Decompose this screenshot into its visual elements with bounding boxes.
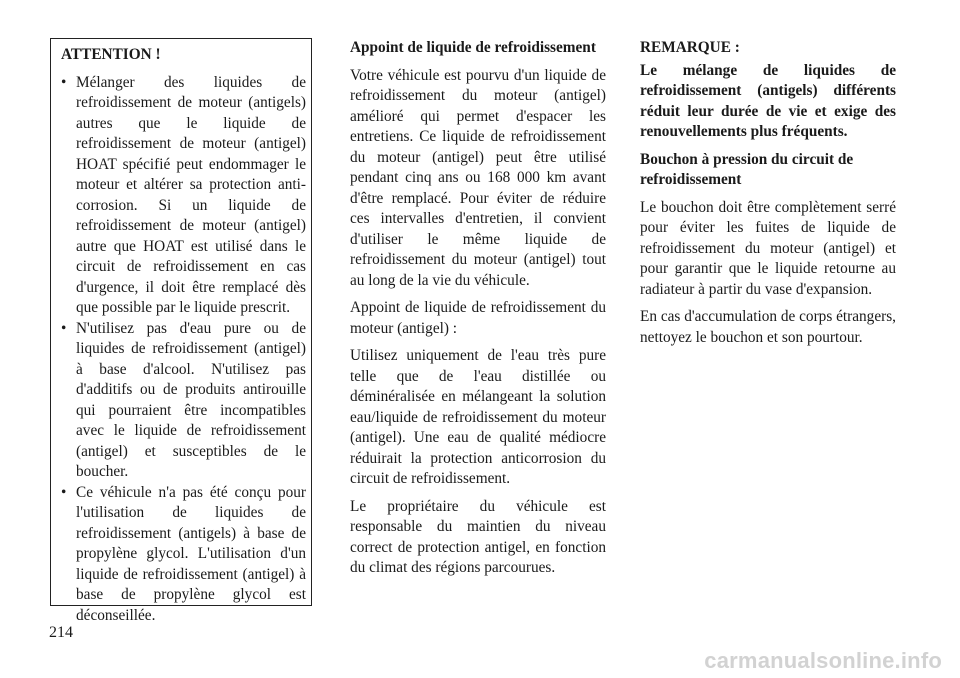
warning-list — [61, 73, 306, 627]
paragraph: Appoint de liquide de refroidissement du moteur (antigel) : — [350, 299, 606, 337]
page-number: 214 — [49, 624, 73, 641]
bullet-icon: • — [61, 483, 67, 501]
warning-item — [61, 319, 306, 483]
paragraph: Le propriétaire du véhicule est responsable du maintien du niveau correct de protection antigel, en fonction du climat des régions parcourues. — [350, 497, 606, 576]
note-text: Le mélange de liquides de refroidissement (antigels) différents réduit leur durée de vie et exige des renouvellements plus fréquents. — [640, 61, 896, 140]
watermark-logo: carmanualsonline.info — [704, 648, 942, 673]
warning-box — [50, 38, 312, 624]
warning-item-text: Ce véhicule n'a pas été conçu pour l'utilisation de liquides de refroidissement (antigels) à base de propylène glycol. L'utilisation d'un liquide de refroidissement (antigel) à base de propylène glycol est déconseillée. — [76, 483, 306, 624]
paragraph: Le bouchon doit être complètement serré pour éviter les fuites de liquide de refroidissement du moteur (antigel) et pour garantir que le liquide retourne au radiateur à partir du vase d'expansion. — [640, 198, 896, 298]
paragraph: Utilisez uniquement de l'eau très pure telle que de l'eau distillée ou déminéralisée en mélangeant la solution eau/liquide de refroidissement du moteur (antigel). Une eau de qualité médiocre réduirait la protection anticorrosion du circuit de refroidissement. — [350, 347, 606, 487]
paragraph: En cas d'accumulation de corps étrangers, nettoyez le bouchon et son pourtour. — [640, 308, 896, 346]
note-title: REMARQUE : — [640, 39, 740, 56]
warning-title: ATTENTION ! — [61, 46, 161, 63]
warning-item — [61, 483, 306, 627]
warning-item-text: N'utilisez pas d'eau pure ou de liquides de refroidissement (antigel) à base d'alcool. N'utilisez pas d'additifs ou de produits antirouille qui pourraient être incompatibles avec le liquide de refroidissement (antigel) et susceptibles de le boucher. — [76, 319, 306, 480]
pressure-cap-section — [640, 38, 896, 355]
section-heading: Appoint de liquide de refroidissement — [350, 39, 596, 56]
paragraph: Votre véhicule est pourvu d'un liquide de refroidissement du moteur (antigel) amélioré qui permet d'espacer les entretiens. Ce liquide de refroidissement du moteur (antigel) peut être utilisé pendant cinq ans ou 168 000 km avant d'être remplacé. Pour éviter de réduire ces intervalles d'entretien, il convient d'utiliser le même liquide de refroidissement du moteur (antigel) tout au long de la vie du véhicule. — [350, 66, 606, 289]
section-heading: Bouchon à pression du circuit de refroidissement — [640, 150, 854, 188]
warning-item — [61, 73, 306, 319]
coolant-topup-section — [350, 38, 606, 586]
bullet-icon: • — [61, 73, 67, 91]
bullet-icon: • — [61, 319, 67, 337]
warning-item-text: Mélanger des liquides de refroidissement de moteur (antigels) autres que le liquide de refroidissement de moteur (antigel) HOAT spécifié peut endommager le moteur et altérer sa protection anti-corrosion. Si un liquide de refroidissement de moteur (antigel) autre que HOAT est utilisé dans le circuit de refroidissement en cas d'urgence, il doit être remplacé dès que possible par le liquide prescrit. — [76, 73, 306, 316]
